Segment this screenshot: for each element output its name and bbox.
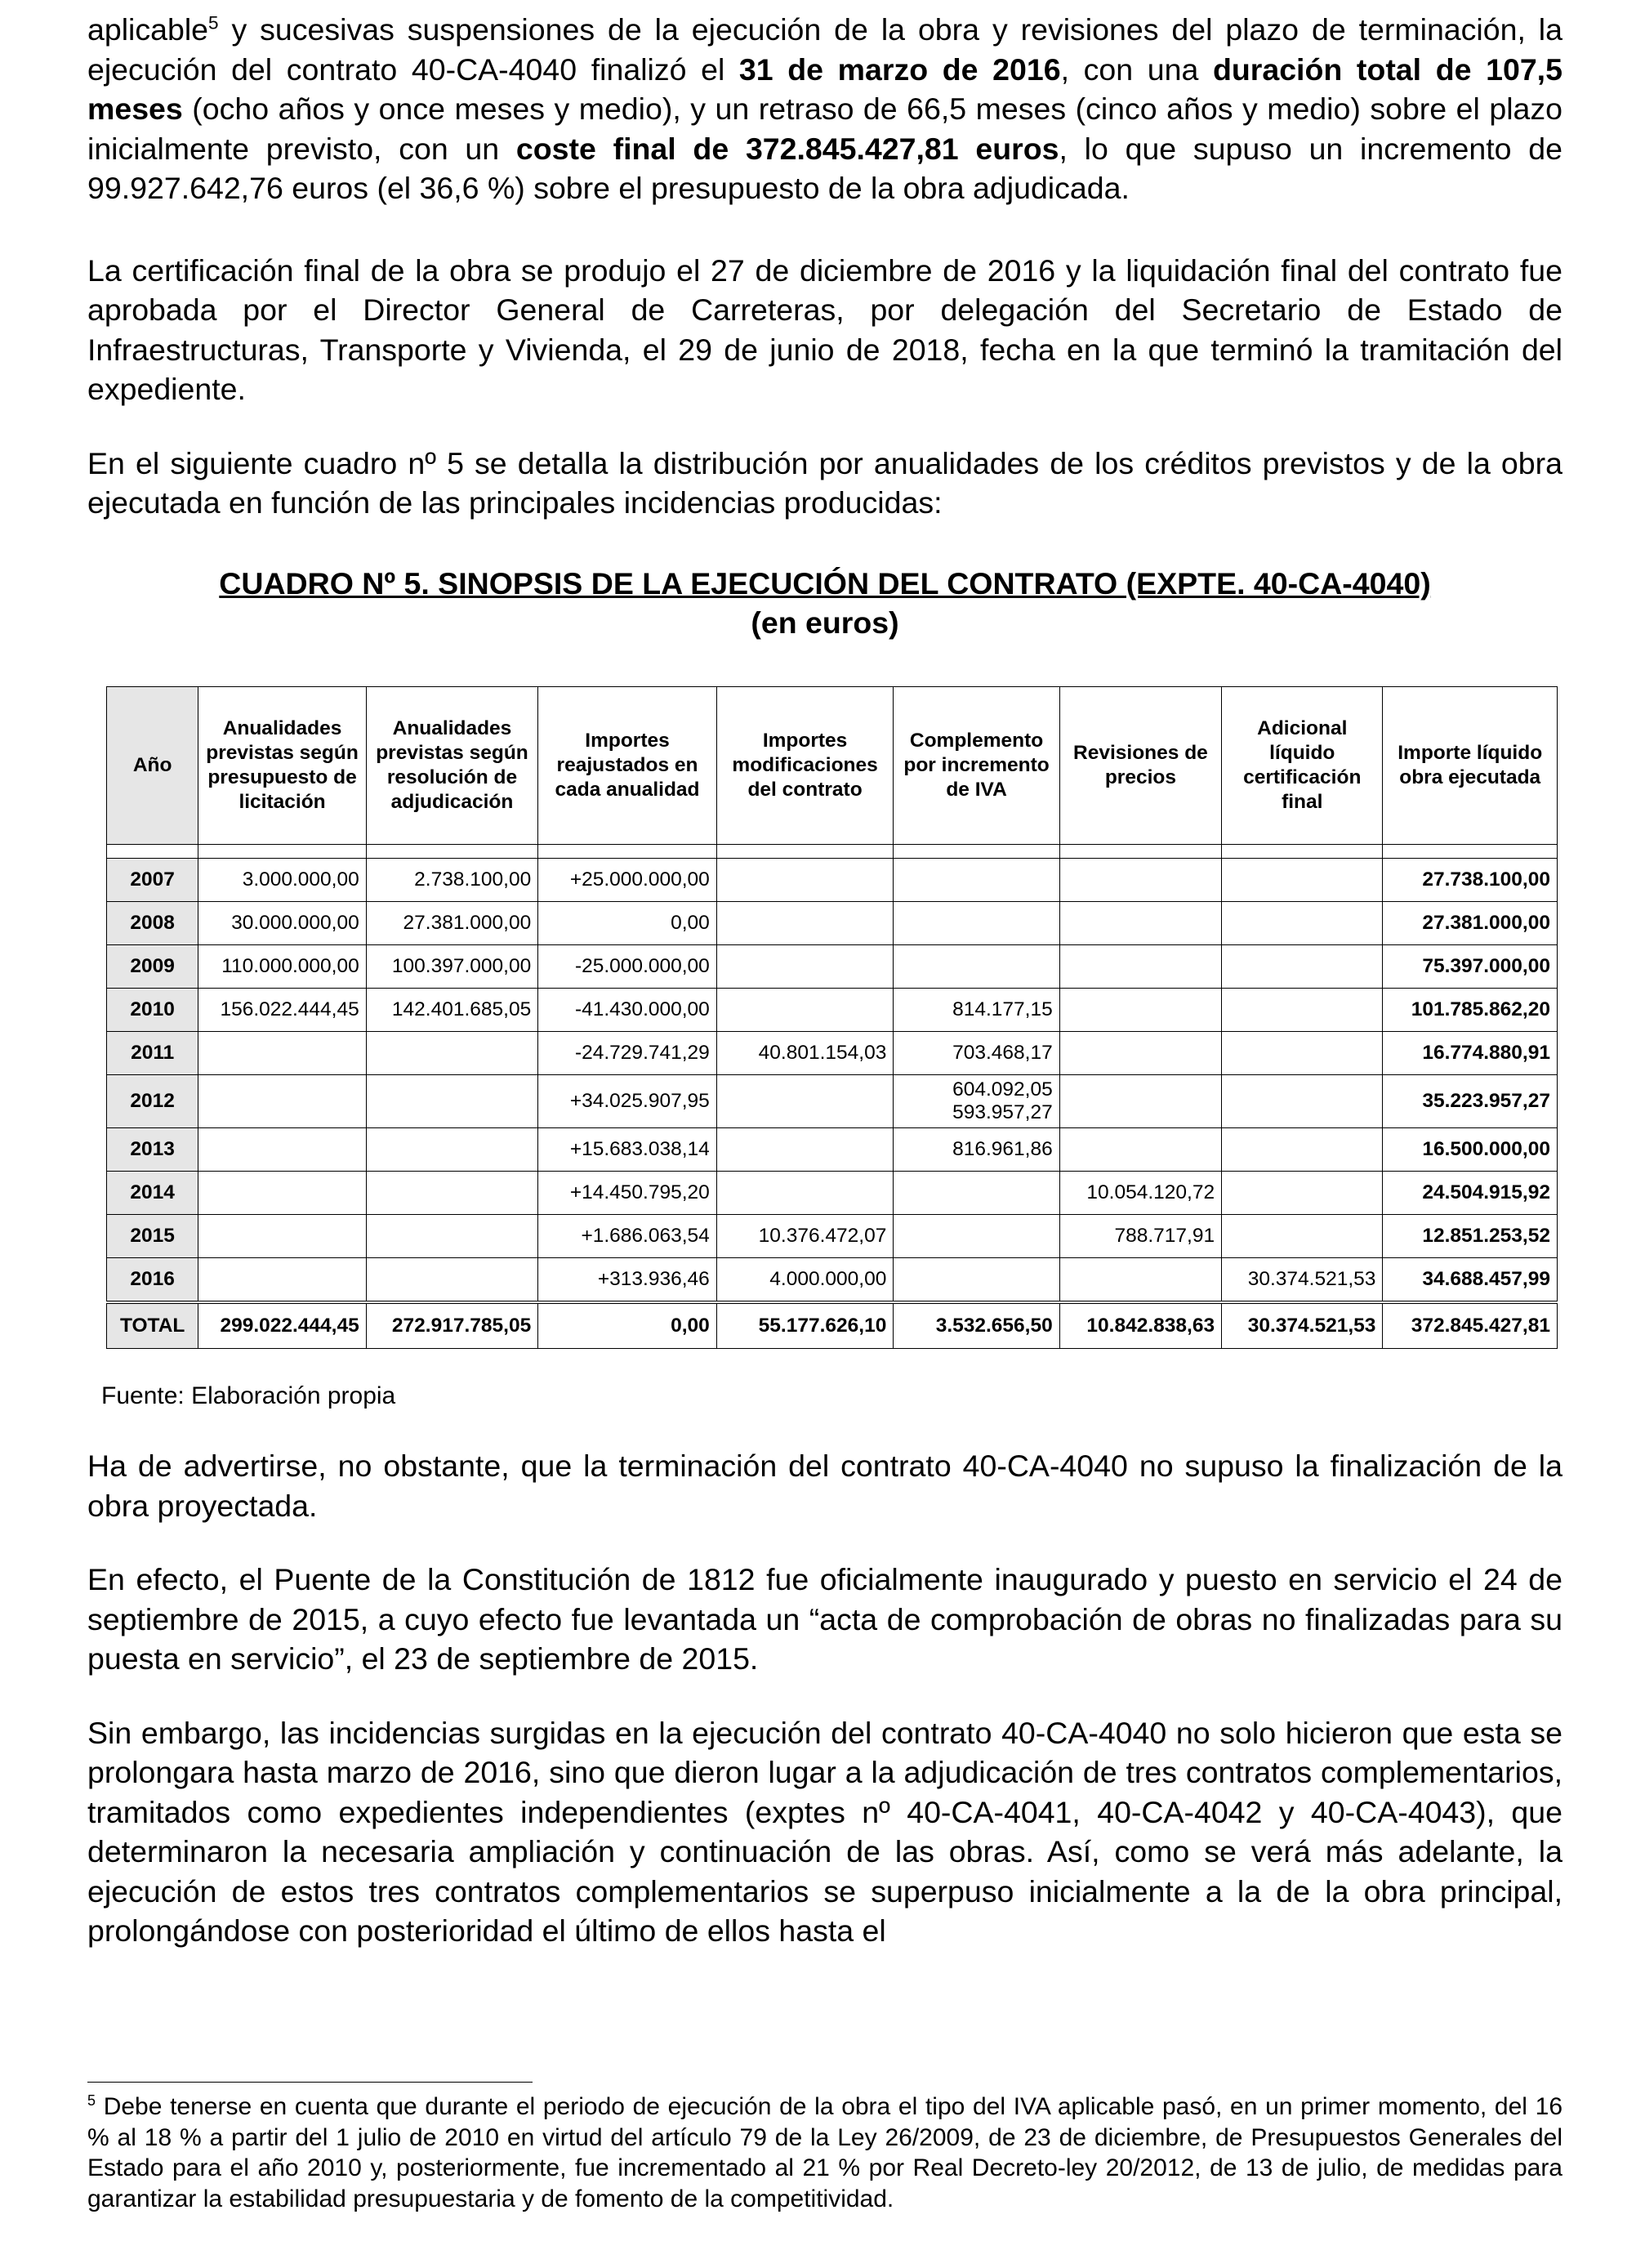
table-cell bbox=[1059, 845, 1221, 859]
table-cell: 2007 bbox=[107, 859, 198, 902]
table-cell bbox=[1222, 1075, 1383, 1128]
table-cell bbox=[198, 1258, 366, 1303]
table-cell bbox=[894, 945, 1059, 989]
paragraph-6: Sin embargo, las incidencias surgidas en la ejecución del contrato 40-CA-4040 no solo hicieron que esta se prolongara hasta marzo de 2016, sino que dieron lugar a la adjudicación de tres contratos complementarios, tramitados como expedientes independientes (exptes nº 40-CA-4041, 40-CA-4042 y 40-CA-4043), que determinaron la necesaria ampliación y continuación de las obras. Así, como se verá más adelante, la ejecución de estos tres contratos complementarios se superpuso inicialmente a la de la obra principal, prolongándose con posterioridad el último de ellos hasta el bbox=[87, 1715, 1563, 1948]
table-cell bbox=[366, 1032, 537, 1075]
table-cell bbox=[1222, 1032, 1383, 1075]
table-cell bbox=[107, 845, 198, 859]
table-cell: 2014 bbox=[107, 1172, 198, 1215]
table-cell bbox=[716, 859, 894, 902]
table-cell bbox=[1222, 902, 1383, 945]
table-cell: 2011 bbox=[107, 1032, 198, 1075]
table-cell bbox=[716, 945, 894, 989]
table-cell: 10.842.838,63 bbox=[1059, 1302, 1221, 1349]
table-cell bbox=[1059, 945, 1221, 989]
header-cell: Importe líquido obra ejecutada bbox=[1383, 687, 1558, 845]
table-cell bbox=[366, 1128, 537, 1172]
table-cell bbox=[894, 859, 1059, 902]
spacer-row bbox=[107, 845, 1558, 859]
table-cell bbox=[366, 1172, 537, 1215]
table-cell: 2016 bbox=[107, 1258, 198, 1303]
table-cell: 2008 bbox=[107, 902, 198, 945]
table-cell: 142.401.685,05 bbox=[366, 989, 537, 1032]
table-cell bbox=[366, 845, 537, 859]
table-cell: +15.683.038,14 bbox=[538, 1128, 717, 1172]
table-cell: -41.430.000,00 bbox=[538, 989, 717, 1032]
table-cell: 30.000.000,00 bbox=[198, 902, 366, 945]
table-cell bbox=[1222, 989, 1383, 1032]
table-cell bbox=[894, 902, 1059, 945]
paragraph-5: En efecto, el Puente de la Constitución de 1812 fue oficialmente inaugurado y puesto en servicio el 24 de septiembre de 2015, a cuyo efecto fue levantada un “acta de comprobación de obras no finalizadas para su puesta en servicio”, el 23 de septiembre de 2015. bbox=[87, 1562, 1563, 1676]
footnote: $^5$ Debe tenerse en cuenta que durante el periodo de ejecución de la obra el tipo del IVA aplicable pasó, en un primer momento, del 16 % al 18 % a partir del 1 julio de 2010 en virtud del artículo 79 de la Ley 26/2009, de 23 de diciembre, de Presupuestos Generales del Estado para el año 2010 y, posteriormente, fue incrementado al 21 % por Real Decreto-ley 20/2012, de 13 de julio, de medidas para garantizar la estabilidad presupuestaria y de fomento de la competitividad. bbox=[87, 2092, 1563, 2212]
footnote-mark: 5 bbox=[87, 2092, 96, 2109]
table-row bbox=[107, 989, 1558, 1032]
table-cell bbox=[1059, 989, 1221, 1032]
table-cell: 372.845.427,81 bbox=[1383, 1302, 1558, 1349]
table-cell: 2.738.100,00 bbox=[366, 859, 537, 902]
table-cell: 814.177,15 bbox=[894, 989, 1059, 1032]
table-cell: 40.801.154,03 bbox=[716, 1032, 894, 1075]
table-cell: 156.022.444,45 bbox=[198, 989, 366, 1032]
execution-table bbox=[106, 686, 1558, 1349]
table-cell: 2009 bbox=[107, 945, 198, 989]
table-cell bbox=[366, 1215, 537, 1258]
table-cell bbox=[1059, 1128, 1221, 1172]
table-cell bbox=[198, 1128, 366, 1172]
table-cell: 299.022.444,45 bbox=[198, 1302, 366, 1349]
table-row bbox=[107, 1128, 1558, 1172]
table-row bbox=[107, 1215, 1558, 1258]
table-cell: 34.688.457,99 bbox=[1383, 1258, 1558, 1303]
table-cell bbox=[1222, 1128, 1383, 1172]
table-cell: 2013 bbox=[107, 1128, 198, 1172]
table-row bbox=[107, 859, 1558, 902]
table-cell bbox=[1059, 1032, 1221, 1075]
table-cell: 55.177.626,10 bbox=[716, 1302, 894, 1349]
table-cell bbox=[198, 1075, 366, 1128]
table-cell: 16.500.000,00 bbox=[1383, 1128, 1558, 1172]
table-total-row bbox=[107, 1302, 1558, 1349]
table-row bbox=[107, 1032, 1558, 1075]
table-cell: -25.000.000,00 bbox=[538, 945, 717, 989]
table-cell: 12.851.253,52 bbox=[1383, 1215, 1558, 1258]
table-cell: 0,00 bbox=[538, 1302, 717, 1349]
table-cell: 3.532.656,50 bbox=[894, 1302, 1059, 1349]
table-cell bbox=[1222, 845, 1383, 859]
table-cell: +25.000.000,00 bbox=[538, 859, 717, 902]
table-cell bbox=[716, 902, 894, 945]
table-cell: +1.686.063,54 bbox=[538, 1215, 717, 1258]
table-cell bbox=[1059, 902, 1221, 945]
table-cell bbox=[716, 989, 894, 1032]
header-cell: Adicional líquido certificación final bbox=[1222, 687, 1383, 845]
table-cell: 75.397.000,00 bbox=[1383, 945, 1558, 989]
caption-subtitle: (en euros) bbox=[751, 605, 899, 640]
header-cell: Complemento por incremento de IVA bbox=[894, 687, 1059, 845]
table-cell bbox=[1222, 1172, 1383, 1215]
table-cell bbox=[366, 1075, 537, 1128]
table-cell: +34.025.907,95 bbox=[538, 1075, 717, 1128]
table-cell bbox=[716, 1172, 894, 1215]
table-cell bbox=[894, 1258, 1059, 1303]
table-cell: 27.381.000,00 bbox=[366, 902, 537, 945]
footnote-divider bbox=[87, 2082, 533, 2083]
table-cell: 16.774.880,91 bbox=[1383, 1032, 1558, 1075]
table-row bbox=[107, 945, 1558, 989]
table-cell: -24.729.741,29 bbox=[538, 1032, 717, 1075]
table-cell: +14.450.795,20 bbox=[538, 1172, 717, 1215]
table-cell: 100.397.000,00 bbox=[366, 945, 537, 989]
table-cell bbox=[538, 845, 717, 859]
table-cell bbox=[1383, 845, 1558, 859]
top-text bbox=[87, 10, 1563, 642]
table-cell bbox=[1059, 1075, 1221, 1128]
table-cell bbox=[198, 845, 366, 859]
table-cell bbox=[716, 845, 894, 859]
table-cell: +313.936,46 bbox=[538, 1258, 717, 1303]
table-cell bbox=[716, 1128, 894, 1172]
table-cell: 816.961,86 bbox=[894, 1128, 1059, 1172]
header-cell: Importes reajustados en cada anualidad bbox=[538, 687, 717, 845]
table-cell: 2015 bbox=[107, 1215, 198, 1258]
table-row bbox=[107, 1172, 1558, 1215]
table-cell bbox=[894, 1215, 1059, 1258]
table-cell: 24.504.915,92 bbox=[1383, 1172, 1558, 1215]
table-cell: 101.785.862,20 bbox=[1383, 989, 1558, 1032]
table-cell: 3.000.000,00 bbox=[198, 859, 366, 902]
header-cell: Anualidades previstas según presupuesto de licitación bbox=[198, 687, 366, 845]
table-cell bbox=[1222, 1215, 1383, 1258]
table-cell: TOTAL bbox=[107, 1302, 198, 1349]
table-cell bbox=[1059, 859, 1221, 902]
caption-title: CUADRO Nº 5. SINOPSIS DE LA EJECUCIÓN DEL CONTRATO (EXPTE. 40-CA-4040) bbox=[219, 565, 1431, 600]
table-row bbox=[107, 1075, 1558, 1128]
header-cell: Importes modificaciones del contrato bbox=[716, 687, 894, 845]
table-cell bbox=[894, 1172, 1059, 1215]
paragraph-1: aplicable$^5$ y sucesivas suspensiones de la ejecución de la obra y revisiones del plazo de terminación, la ejecución del contrato 40-CA-4040 finalizó el 31 de marzo de 2016, con una duración total de 107,5 meses (ocho años y once meses y medio), y un retraso de 66,5 meses (cinco años y medio) sobre el plazo inicialmente previsto, con un coste final de 372.845.427,81 euros, lo que supuso un incremento de 99.927.642,76 euros (el 36,6 %) sobre el presupuesto de la obra adjudicada. bbox=[87, 12, 1563, 205]
table-cell bbox=[366, 1258, 537, 1303]
table-cell: 2012 bbox=[107, 1075, 198, 1128]
table-cell: 30.374.521,53 bbox=[1222, 1302, 1383, 1349]
table-header-row bbox=[107, 687, 1558, 845]
table-cell: 35.223.957,27 bbox=[1383, 1075, 1558, 1128]
table-cell: 703.468,17 bbox=[894, 1032, 1059, 1075]
bottom-text bbox=[87, 1446, 1563, 1951]
table-row bbox=[107, 1258, 1558, 1303]
footnote-ref[interactable]: 5 bbox=[208, 12, 219, 33]
table-cell bbox=[1222, 859, 1383, 902]
table-source: Fuente: Elaboración propia bbox=[101, 1382, 396, 1409]
table-caption bbox=[87, 564, 1563, 642]
header-cell: Revisiones de precios bbox=[1059, 687, 1221, 845]
table-cell bbox=[1222, 945, 1383, 989]
table-cell: 30.374.521,53 bbox=[1222, 1258, 1383, 1303]
table-cell bbox=[198, 1215, 366, 1258]
table-cell bbox=[198, 1172, 366, 1215]
table-cell: 272.917.785,05 bbox=[366, 1302, 537, 1349]
table-cell: 110.000.000,00 bbox=[198, 945, 366, 989]
header-cell: Anualidades previstas según resolución de adjudicación bbox=[366, 687, 537, 845]
table-row bbox=[107, 902, 1558, 945]
table-cell: 27.738.100,00 bbox=[1383, 859, 1558, 902]
table-cell: 10.376.472,07 bbox=[716, 1215, 894, 1258]
table-cell bbox=[716, 1075, 894, 1128]
table-cell bbox=[1059, 1258, 1221, 1303]
paragraph-2: La certificación final de la obra se produjo el 27 de diciembre de 2016 y la liquidación final del contrato fue aprobada por el Director General de Carreteras, por delegación del Secretario de Estado de Infraestructuras, Transporte y Vivienda, el 29 de junio de 2018, fecha en la que terminó la tramitación del expediente. bbox=[87, 252, 1563, 406]
table-cell: 2010 bbox=[107, 989, 198, 1032]
paragraph-3: En el siguiente cuadro nº 5 se detalla la distribución por anualidades de los créditos previstos y de la obra ejecutada en función de las principales incidencias producidas: bbox=[87, 445, 1563, 520]
table-cell: 788.717,91 bbox=[1059, 1215, 1221, 1258]
table-cell: 604.092,05 593.957,27 bbox=[894, 1075, 1059, 1128]
table-cell bbox=[198, 1032, 366, 1075]
table-cell: 27.381.000,00 bbox=[1383, 902, 1558, 945]
paragraph-4: Ha de advertirse, no obstante, que la terminación del contrato 40-CA-4040 no supuso la finalización de la obra proyectada. bbox=[87, 1449, 1563, 1523]
table-cell bbox=[894, 845, 1059, 859]
table-cell: 10.054.120,72 bbox=[1059, 1172, 1221, 1215]
header-cell: Año bbox=[107, 687, 198, 845]
table-cell: 0,00 bbox=[538, 902, 717, 945]
table-cell: 4.000.000,00 bbox=[716, 1258, 894, 1303]
